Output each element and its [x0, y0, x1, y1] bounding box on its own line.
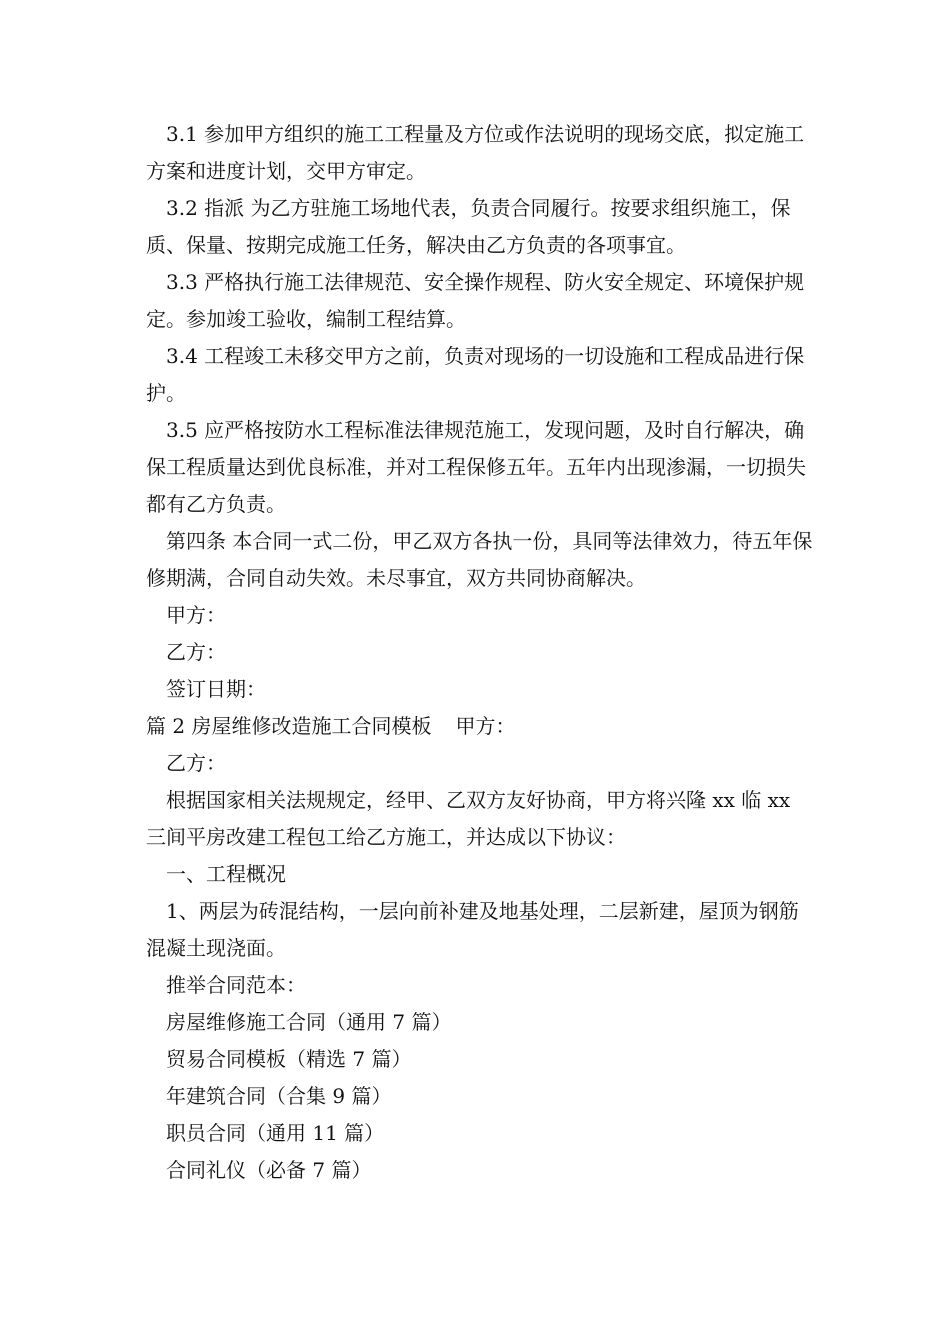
recommend-item[interactable]: 年建筑合同（合集 9 篇）	[166, 1084, 392, 1108]
recommend-label: 推举合同范本：	[166, 973, 306, 997]
recommend-item[interactable]: 职员合同（通用 11 篇）	[166, 1121, 385, 1145]
section2-party-b: 乙方：	[166, 751, 226, 775]
sign-date-label: 签订日期：	[166, 677, 266, 701]
article-4: 第四条 本合同一式二份，甲乙双方各执一份，具同等法律效力，待五年保修期满，合同自动失效。未尽事宜，双方共同协商解决。	[146, 529, 813, 590]
section2-title: 篇 2 房屋维修改造施工合同模板	[146, 714, 432, 738]
section2-title-line	[146, 708, 814, 745]
party-a-label: 甲方：	[166, 603, 226, 627]
recommend-item[interactable]: 合同礼仪（必备 7 篇）	[166, 1158, 372, 1182]
section2-intro: 根据国家相关法规规定，经甲、乙双方友好协商，甲方将兴隆 xx 临 xx 三间平房改建工程包工给乙方施工，并达成以下协议：	[146, 788, 791, 849]
clause-3-1: 3.1 参加甲方组织的施工工程量及方位或作法说明的现场交底，拟定施工方案和进度计划，交甲方审定。	[146, 122, 805, 183]
section2-item-1: 1、两层为砖混结构，一层向前补建及地基处理，二层新建，屋顶为钢筋混凝土现浇面。	[146, 899, 799, 960]
section2-party-a: 甲方：	[455, 714, 516, 738]
recommend-item[interactable]: 贸易合同模板（精选 7 篇）	[166, 1047, 412, 1071]
clause-3-2: 3.2 指派 为乙方驻施工场地代表，负责合同履行。按要求组织施工，保质、保量、按期完成施工任务，解决由乙方负责的各项事宜。	[146, 196, 791, 257]
clause-3-5: 3.5 应严格按防水工程标准法律规范施工，发现问题，及时自行解决，确保工程质量达到优良标准，并对工程保修五年。五年内出现渗漏，一切损失都有乙方负责。	[146, 418, 806, 516]
section2-heading: 一、工程概况	[166, 862, 286, 886]
clause-3-3: 3.3 严格执行施工法律规范、安全操作规程、防火安全规定、环境保护规定。参加竣工验收，编制工程结算。	[146, 270, 805, 331]
clause-3-4: 3.4 工程竣工未移交甲方之前，负责对现场的一切设施和工程成品进行保护。	[146, 344, 805, 405]
recommend-item[interactable]: 房屋维修施工合同（通用 7 篇）	[166, 1010, 452, 1034]
party-b-label: 乙方：	[166, 640, 226, 664]
document-page	[146, 116, 814, 1189]
